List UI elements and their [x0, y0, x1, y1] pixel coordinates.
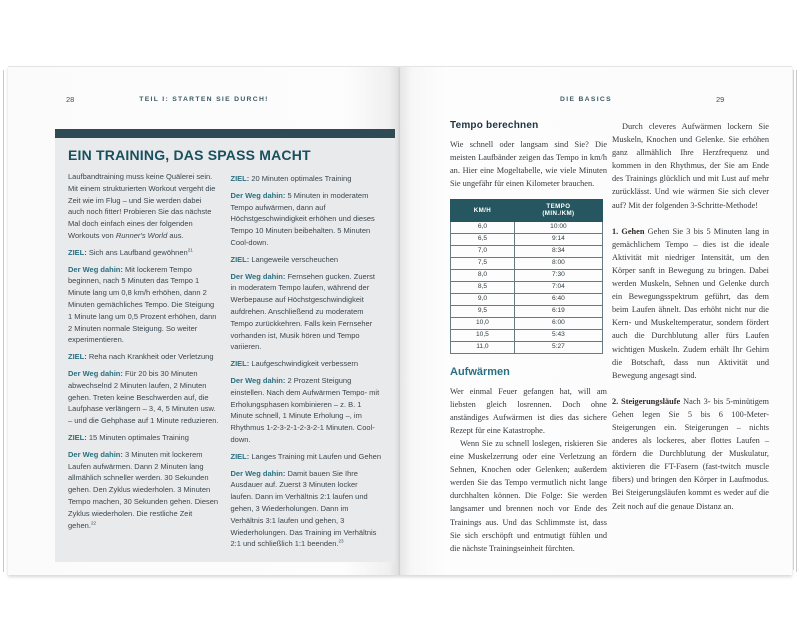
table-cell: 5:43 — [514, 329, 602, 341]
table-cell: 7:30 — [514, 269, 602, 281]
right-page-column-2 — [612, 120, 769, 513]
running-header-left: TEIL I: STARTEN SIE DURCH! — [139, 95, 269, 103]
table-row — [451, 281, 603, 293]
workout-goal: ZIEL: Sich ans Laufband gewöhnen$^{21}$ — [68, 247, 193, 257]
workout-goal: ZIEL: Reha nach Krankheit oder Verletzung — [68, 352, 214, 362]
table-row — [451, 317, 603, 329]
table-row — [451, 221, 603, 233]
step-label: 1. Gehen — [612, 226, 645, 236]
table-cell: 8,0 — [451, 269, 515, 281]
feature-box-columns — [55, 165, 395, 555]
aufwaermen-paragraph-2: Wenn Sie zu schnell loslegen, riskieren Sie eine Muskelzerrung oder eine Verletzung an Sehnen, Knochen oder Gelenken; außerdem werden Sie das Tempo vermutlich nicht lange durchhalten können. Die Folge: Sie werden langsamer und brennen noch vor Ende des Trainings aus. Und das Schlimmste ist, dass Sie sich erschöpft und entmutigt fühlen und die nächste Trainingseinheit fürchten. — [450, 438, 607, 553]
table-cell: 11,0 — [451, 341, 515, 353]
page-number-right: 29 — [716, 95, 725, 104]
table-cell: 8:34 — [514, 245, 602, 257]
workout-how: Der Weg dahin: Mit lockerem Tempo beginnen, nach 5 Minuten das Tempo 1 Minute lang um 0,8 km/h erhöhen, dann 2 Minuten gemächliches Tempo. Die Steigung 1 Minute lang um 0,5 Prozent erhöhen, dann 2 Minuten normale Steigung. So weiter experimentieren. — [68, 264, 217, 345]
table-cell: 7,5 — [451, 257, 515, 269]
table-row — [451, 245, 603, 257]
table-row — [451, 257, 603, 269]
workout-how: Der Weg dahin: Für 20 bis 30 Minuten abwechselnd 2 Minuten laufen, 2 Minuten gehen. Treten keine Beschwerden auf, die Laufphase verlängern – 3, 4, 5 Minuten usw. – und die Gehphase auf 1 Minute reduzieren. — [68, 368, 219, 426]
table-row — [451, 305, 603, 317]
workout-goal: ZIEL: Langes Training mit Laufen und Gehen — [230, 451, 382, 461]
feature-box-title: EIN TRAINING, DAS SPASS MACHT — [68, 147, 311, 163]
table-cell: 10,5 — [451, 329, 515, 341]
left-page — [8, 66, 400, 575]
aufwaermen-paragraph-1: Wer einmal Feuer gefangen hat, will am liebsten gleich losrennen. Doch ohne anständiges Aufwärmen ist dies das sichere Rezept für eine Katastrophe. — [450, 386, 607, 435]
table-cell: 7:04 — [514, 281, 602, 293]
magazine-name: Runner's World — [115, 230, 168, 240]
workout-how: Der Weg dahin: 3 Minuten mit lockerem Laufen aufwärmen. Dann 2 Minuten lang allmählich schneller werden. 30 Sekunden gehen. Den Zyklus wiederholen. 3 Minuten Tempo machen, 30 Sekunden gehen. Diesen Zyklus wiederholen. Die restliche Zeit gehen.$^{22}$ — [68, 449, 219, 530]
table-cell: 9,0 — [451, 293, 515, 305]
feature-box-column-2 — [231, 171, 383, 555]
endnote-ref: 22 — [90, 520, 97, 526]
table-cell: 6:40 — [514, 293, 602, 305]
page-number-left: 28 — [66, 95, 75, 104]
tempo-intro-paragraph: Wie schnell oder langsam sind Sie? Die meisten Laufbänder zeigen das Tempo in km/h an. Hier eine Mogeltabelle, wie viele Minuten Sie ungefähr für einen Kilometer brauchen. — [450, 140, 607, 189]
workout-goal: ZIEL: 20 Minuten optimales Training — [230, 174, 352, 183]
workout-how: Der Weg dahin: Fernsehen gucken. Zuerst in moderatem Tempo laufen, während der Werbepause auf Höchstgeschwindigkeit aufdrehen. Anschließend zu moderatem Tempo zurückkehren. Falls kein Fernseher vorhanden ist, Musik hören und Tempo variieren. — [230, 271, 376, 352]
workout-goal: ZIEL: 15 Minuten optimales Training — [68, 432, 189, 442]
workout-how: Der Weg dahin: Damit bauen Sie Ihre Ausdauer auf. Zuerst 3 Minuten locker laufen. Dann im Verhältnis 2:1 laufen und gehen, 3 Wiederholungen. Dann im Verhältnis 3:1 laufen und gehen, 3 Wiederholungen. Das Training im Verhältnis 2:1 und schließlich 1:1 beenden.$^{23}$ — [230, 468, 377, 549]
table-row — [451, 233, 603, 245]
table-cell: 6:19 — [514, 305, 602, 317]
warmup-intro-paragraph: Durch cleveres Aufwärmen lockern Sie Muskeln, Knochen und Gelenke. Sie erhöhen ganz allmählich Ihre Herzfrequenz und kommen in den Rhythmus, der Sie am Ende des Trainings glücklich und mit Lust auf mehr zurücklässt. Und wie wärmen Sie sich clever auf? Mit der folgenden 3-Schritte-Methode! — [612, 122, 769, 210]
feature-box-column-1 — [68, 171, 220, 555]
table-header-tempo: TEMPO (MIN./KM) — [514, 200, 602, 221]
step-label: 2. Steigerungsläufe — [612, 396, 681, 406]
table-row — [451, 293, 603, 305]
table-cell: 6,5 — [451, 233, 515, 245]
table-cell: 5:27 — [514, 341, 602, 353]
step-paragraph-steigerungslaeufe: 2. Steigerungsläufe Nach 3- bis 5-minütigem Gehen legen Sie 5 bis 6 100-Meter-Steigerungen ein. Steigerungen – nichts anderes als lockeres, aber flottes Laufen – fördern die Durchblutung der Muskulatur, aktivieren die FT-Fasern (fast-twitch muscle fibers) und bringen den Körper in Laufmodus. Bei Steigerungsläufen kommt es weder auf die Zeit noch auf die genaue Distanz an. — [612, 396, 770, 511]
workout-feature-box — [55, 129, 395, 562]
section-heading-tempo: Tempo berechnen — [450, 120, 539, 131]
table-cell: 10:00 — [514, 221, 602, 233]
table-row — [451, 341, 603, 353]
endnote-ref: 23 — [338, 538, 344, 544]
pace-table-body — [451, 221, 603, 353]
endnote-ref: 21 — [187, 247, 193, 253]
right-page — [400, 66, 792, 575]
table-cell: 8:00 — [514, 257, 602, 269]
table-cell: 9:14 — [514, 233, 602, 245]
table-cell: 6:00 — [514, 317, 602, 329]
workout-how: Der Weg dahin: 5 Minuten in moderatem Tempo aufwärmen, dann auf Höchstgeschwindigkeit erhöhen und dieses Tempo 10 Minuten beibehalten. 5 Minuten Cool-down. — [230, 190, 375, 247]
table-cell: 8,5 — [451, 281, 515, 293]
running-header-right: DIE BASICS — [560, 95, 612, 103]
table-cell: 9,5 — [451, 305, 515, 317]
table-row — [451, 329, 603, 341]
table-cell: 10,0 — [451, 317, 515, 329]
intro-paragraph: Laufbandtraining muss keine Quälerei sein. Mit einem strukturierten Workout vergeht die Zeit wie im Flug – und Sie werden dabei auch noch fitter! Probieren Sie das nächste Mal doch einfach eines der folgenden Workouts von Runner's World aus. — [68, 172, 216, 240]
section-heading-aufwaermen: Aufwärmen — [450, 365, 510, 378]
feature-box-top-bar — [55, 129, 395, 138]
workout-how: Der Weg dahin: 2 Prozent Steigung einstellen. Nach dem Aufwärmen Tempo- mit Erholungsphasen kombinieren – z. B. 1 Minute schnell, 1 Minute Erholung –, im Rhythmus 1-2-3-2-1-2-3-2-1 Minuten. Cool-down. — [230, 375, 380, 444]
table-cell: 7,0 — [451, 245, 515, 257]
table-cell: 6,0 — [451, 221, 515, 233]
workout-goal: ZIEL: Langeweile verscheuchen — [230, 254, 339, 264]
table-header-kmh: KM/H — [451, 200, 515, 221]
table-header-row — [451, 200, 603, 221]
pace-table — [450, 199, 603, 353]
right-page-column-1 — [450, 120, 607, 555]
table-row — [451, 269, 603, 281]
step-paragraph-gehen: 1. Gehen Gehen Sie 3 bis 5 Minuten lang in gemächlichem Tempo – dies ist die ideale Aktivität mit niedriger Intensität, um den Körper sanft in Bewegung zu bringen. Dabei werden Muskeln, Sehnen und Gelenke durch ein Bewegungsspektrum geführt, das dem beim Laufen ähnelt. Das erhöht nicht nur die Kern- und Muskeltemperatur, sondern fördert auch die Durchblutung aller fürs Laufen wichtigen Muskeln. Zudem erhält Ihr Gehirn die Botschaft, dass nun Aktivität und Bewegung angesagt sind. — [612, 226, 769, 380]
workout-goal: ZIEL: Laufgeschwindigkeit verbessern — [230, 359, 359, 369]
